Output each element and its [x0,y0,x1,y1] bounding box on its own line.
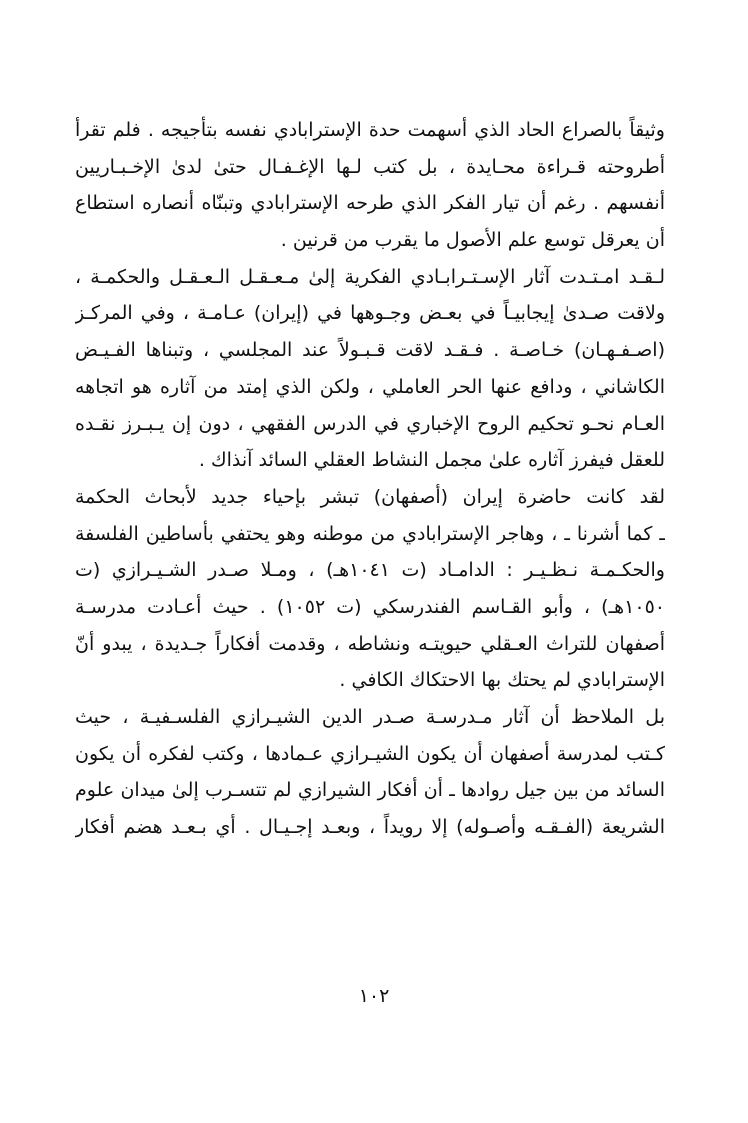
text-line: بل الملاحظ أن آثار مـدرسـة صـدر الدين الشيـرازي الفلسـفيـة ، حيث [75,706,665,728]
paragraph-2 [75,259,665,479]
text-line: الإسترابادي لم يحتك بها الاحتكاك الكافي . [339,669,665,692]
text-line: السائد من بين جيل روادها ـ أن أفكار الشيرازي لم تتسـرب إلىٰ ميدان علوم [75,779,665,802]
text-line: أنفسهم . رغم أن تيار الفكر الذي طرحه الإسترابادي وتبنّاه أنصاره استطاع [75,192,665,215]
text-line: الشريعة (الفـقـه وأصـوله) إلا رويداً ، وبعـد إجـيـال . أي بـعـد هضم أفكار [75,816,665,839]
paragraph-4 [75,699,665,846]
text-line: أن يعرقل توسع علم الأصول ما يقرب من قرنين . [280,229,665,252]
text-line: كـتب لمدرسة أصفهان أن يكون الشيـرازي عـمادها ، وكتب لفكره أن يكون [75,742,665,765]
text-line: وثيقاً بالصراع الحاد الذي أسهمت حدة الإسترابادي نفسه بتأجيجه . فلم تقرأ [75,119,665,141]
text-line: للعقل فيفرز آثاره علىٰ مجمل النشاط العقلي السائد آنذاك . [198,449,665,472]
text-line: العـام نحـو تحكيم الروح الإخباري في الدرس الفقهي ، دون إن يـبـرز نقـده [75,412,665,435]
text-line: ١٠٥٠هـ) ، وأبو القـاسم الفندرسكي (ت ١٠٥٢) . حيث أعـادت مدرسـة [75,595,665,618]
text-line: (اصـفـهـان) خـاصـة . فـقـد لاقت قـبـولاً عند المجلسي ، وتبناها الفـيـض [75,339,665,362]
paragraph-1 [75,112,665,259]
text-line: ولاقت صـدىٰ إيجابيـاً في بعـض وجـوهها في (إيران) عـامـة ، وفي المركـز [75,302,665,325]
text-line: أطروحته قـراءة محـايدة ، بل كتب لـها الإغـفـال حتىٰ لدىٰ الإخـبـاريين [75,155,665,178]
body-text [75,112,665,846]
text-line: أصفهان للتراث العـقلي حيويتـه ونشاطه ، وقدمت أفكاراً جـديدة ، يبدو أنّ [75,632,665,655]
page-number: ١٠٢ [358,985,390,1007]
text-line: الكاشاني ، ودافع عنها الحر العاملي ، ولكن الذي إمتد من آثاره هو اتجاهه [75,375,665,398]
paragraph-3 [75,479,665,699]
text-line: والحكـمـة نـظـيـر : الدامـاد (ت ١٠٤١هـ) ، ومـلا صـدر الشـيـرازي (ت [75,559,665,582]
text-line: لقد كانت حاضرة إيران (أصفهان) تبشر بإحياء جديد لأبحاث الحكمة [75,485,665,508]
text-line: ـ كما أشرنا ـ ، وهاجر الإسترابادي من موطنه وهو يحتفي بأساطين الفلسفة [75,522,665,545]
text-line: لـقـد امـتـدت آثار الإسـتـرابـادي الفكرية إلىٰ مـعـقـل الـعـقـل والحكمـة ، [75,265,665,288]
